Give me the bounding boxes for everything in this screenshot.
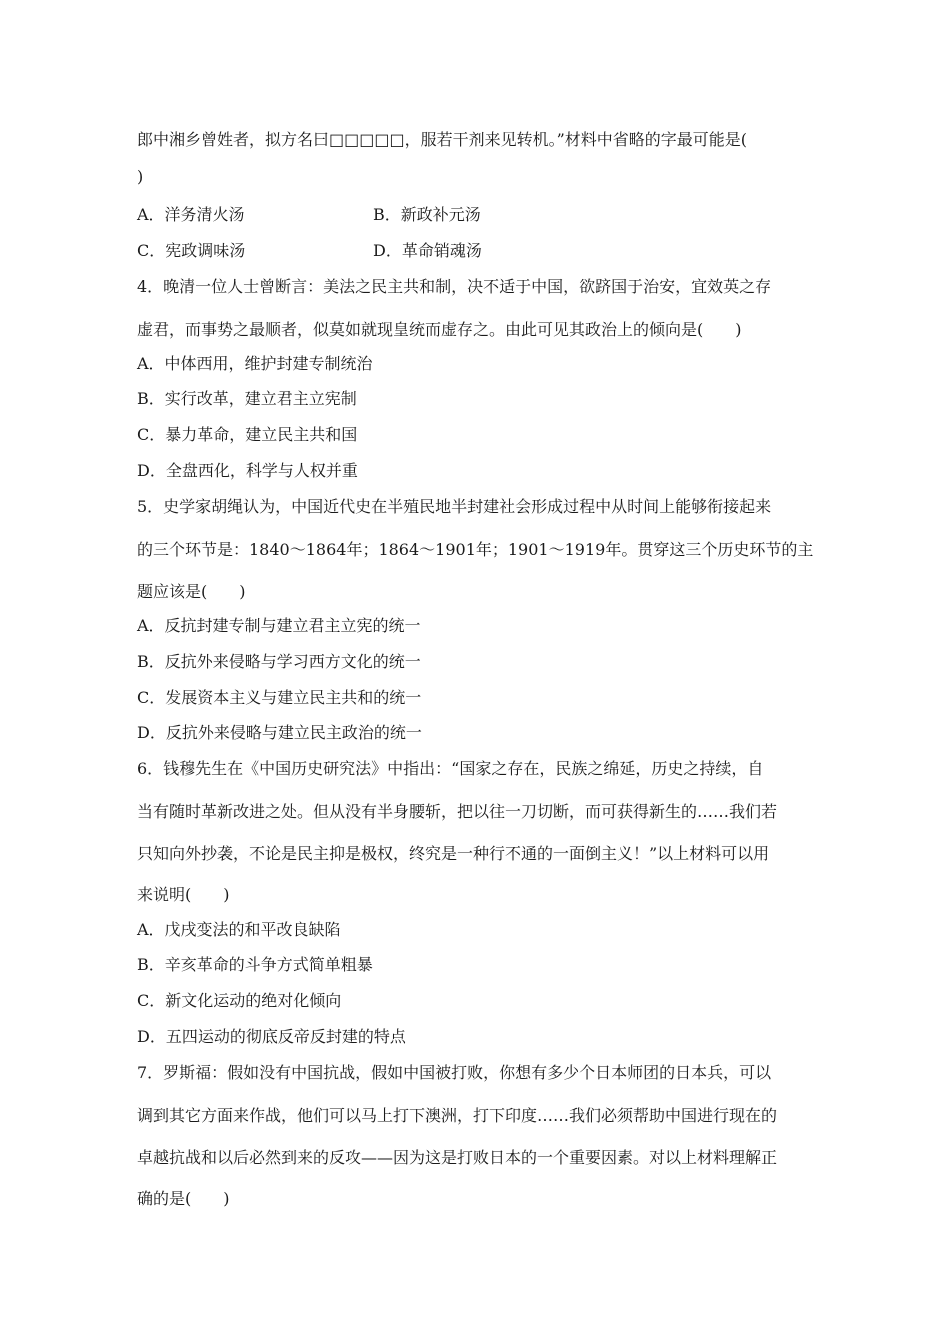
q4-stem-line-2: 虚君，而事势之最顺者，似莫如就现皇统而虚存之。由此可见其政治上的倾向是( ) xyxy=(137,320,742,339)
q7-stem-line-2: 调到其它方面来作战，他们可以马上打下澳洲，打下印度……我们必须帮助中国进行现在的 xyxy=(137,1106,778,1125)
q3-stem-line-2: ) xyxy=(137,167,144,186)
q6-stem-line-4: 来说明( ) xyxy=(137,885,230,904)
q4-option-a: A．中体西用，维护封建专制统治 xyxy=(137,354,373,373)
q7-stem-line-3: 卓越抗战和以后必然到来的反攻——因为这是打败日本的一个重要因素。对以上材料理解正 xyxy=(137,1148,778,1167)
q4-stem-line-1: 4．晚清一位人士曾断言：美法之民主共和制，决不适于中国，欲跻国于治安，宜效英之存 xyxy=(137,277,772,296)
q5-stem-line-1: 5．史学家胡绳认为，中国近代史在半殖民地半封建社会形成过程中从时间上能够衔接起来 xyxy=(137,497,772,516)
q7-stem-line-1: 7．罗斯福：假如没有中国抗战，假如中国被打败，你想有多少个日本师团的日本兵，可以 xyxy=(137,1063,772,1082)
q6-stem-line-3: 只知向外抄袭，不论是民主抑是极权，终究是一种行不通的一面倒主义！”以上材料可以用 xyxy=(137,844,770,863)
q6-option-a: A．戊戌变法的和平改良缺陷 xyxy=(137,920,341,939)
q3-stem-line-1: 郎中湘乡曾姓者，拟方名曰□□□□□，服若干剂来见转机。”材料中省略的字最可能是( xyxy=(137,130,748,149)
q5-option-d: D．反抗外来侵略与建立民主政治的统一 xyxy=(137,723,422,742)
q3-option-a: A．洋务清火汤 xyxy=(137,205,245,224)
q3-option-c: C．宪政调味汤 xyxy=(137,241,246,260)
q6-stem-line-2: 当有随时革新改进之处。但从没有半身腰斩，把以往一刀切断，而可获得新生的……我们若 xyxy=(137,802,778,821)
q3-option-b: B．新政补元汤 xyxy=(373,205,481,224)
q7-stem-line-4: 确的是( ) xyxy=(137,1189,230,1208)
q5-option-b: B．反抗外来侵略与学习西方文化的统一 xyxy=(137,652,421,671)
q5-stem-line-2: 的三个环节是：1840～1864年；1864～1901年；1901～1919年。贯穿这三个历史环节的主 xyxy=(137,540,814,559)
q6-stem-line-1: 6．钱穆先生在《中国历史研究法》中指出：“国家之存在，民族之绵延，历史之持续，自 xyxy=(137,759,764,778)
q4-option-c: C．暴力革命，建立民主共和国 xyxy=(137,425,358,444)
q5-option-a: A．反抗封建专制与建立君主立宪的统一 xyxy=(137,616,421,635)
q6-option-b: B．辛亥革命的斗争方式简单粗暴 xyxy=(137,955,373,974)
q4-option-b: B．实行改革，建立君主立宪制 xyxy=(137,389,357,408)
q3-option-d: D．革命销魂汤 xyxy=(373,241,482,260)
q6-option-d: D．五四运动的彻底反帝反封建的特点 xyxy=(137,1027,406,1046)
q5-option-c: C．发展资本主义与建立民主共和的统一 xyxy=(137,688,422,707)
q4-option-d: D．全盘西化，科学与人权并重 xyxy=(137,461,358,480)
q5-stem-line-3: 题应该是( ) xyxy=(137,582,246,601)
q6-option-c: C．新文化运动的绝对化倾向 xyxy=(137,991,342,1010)
